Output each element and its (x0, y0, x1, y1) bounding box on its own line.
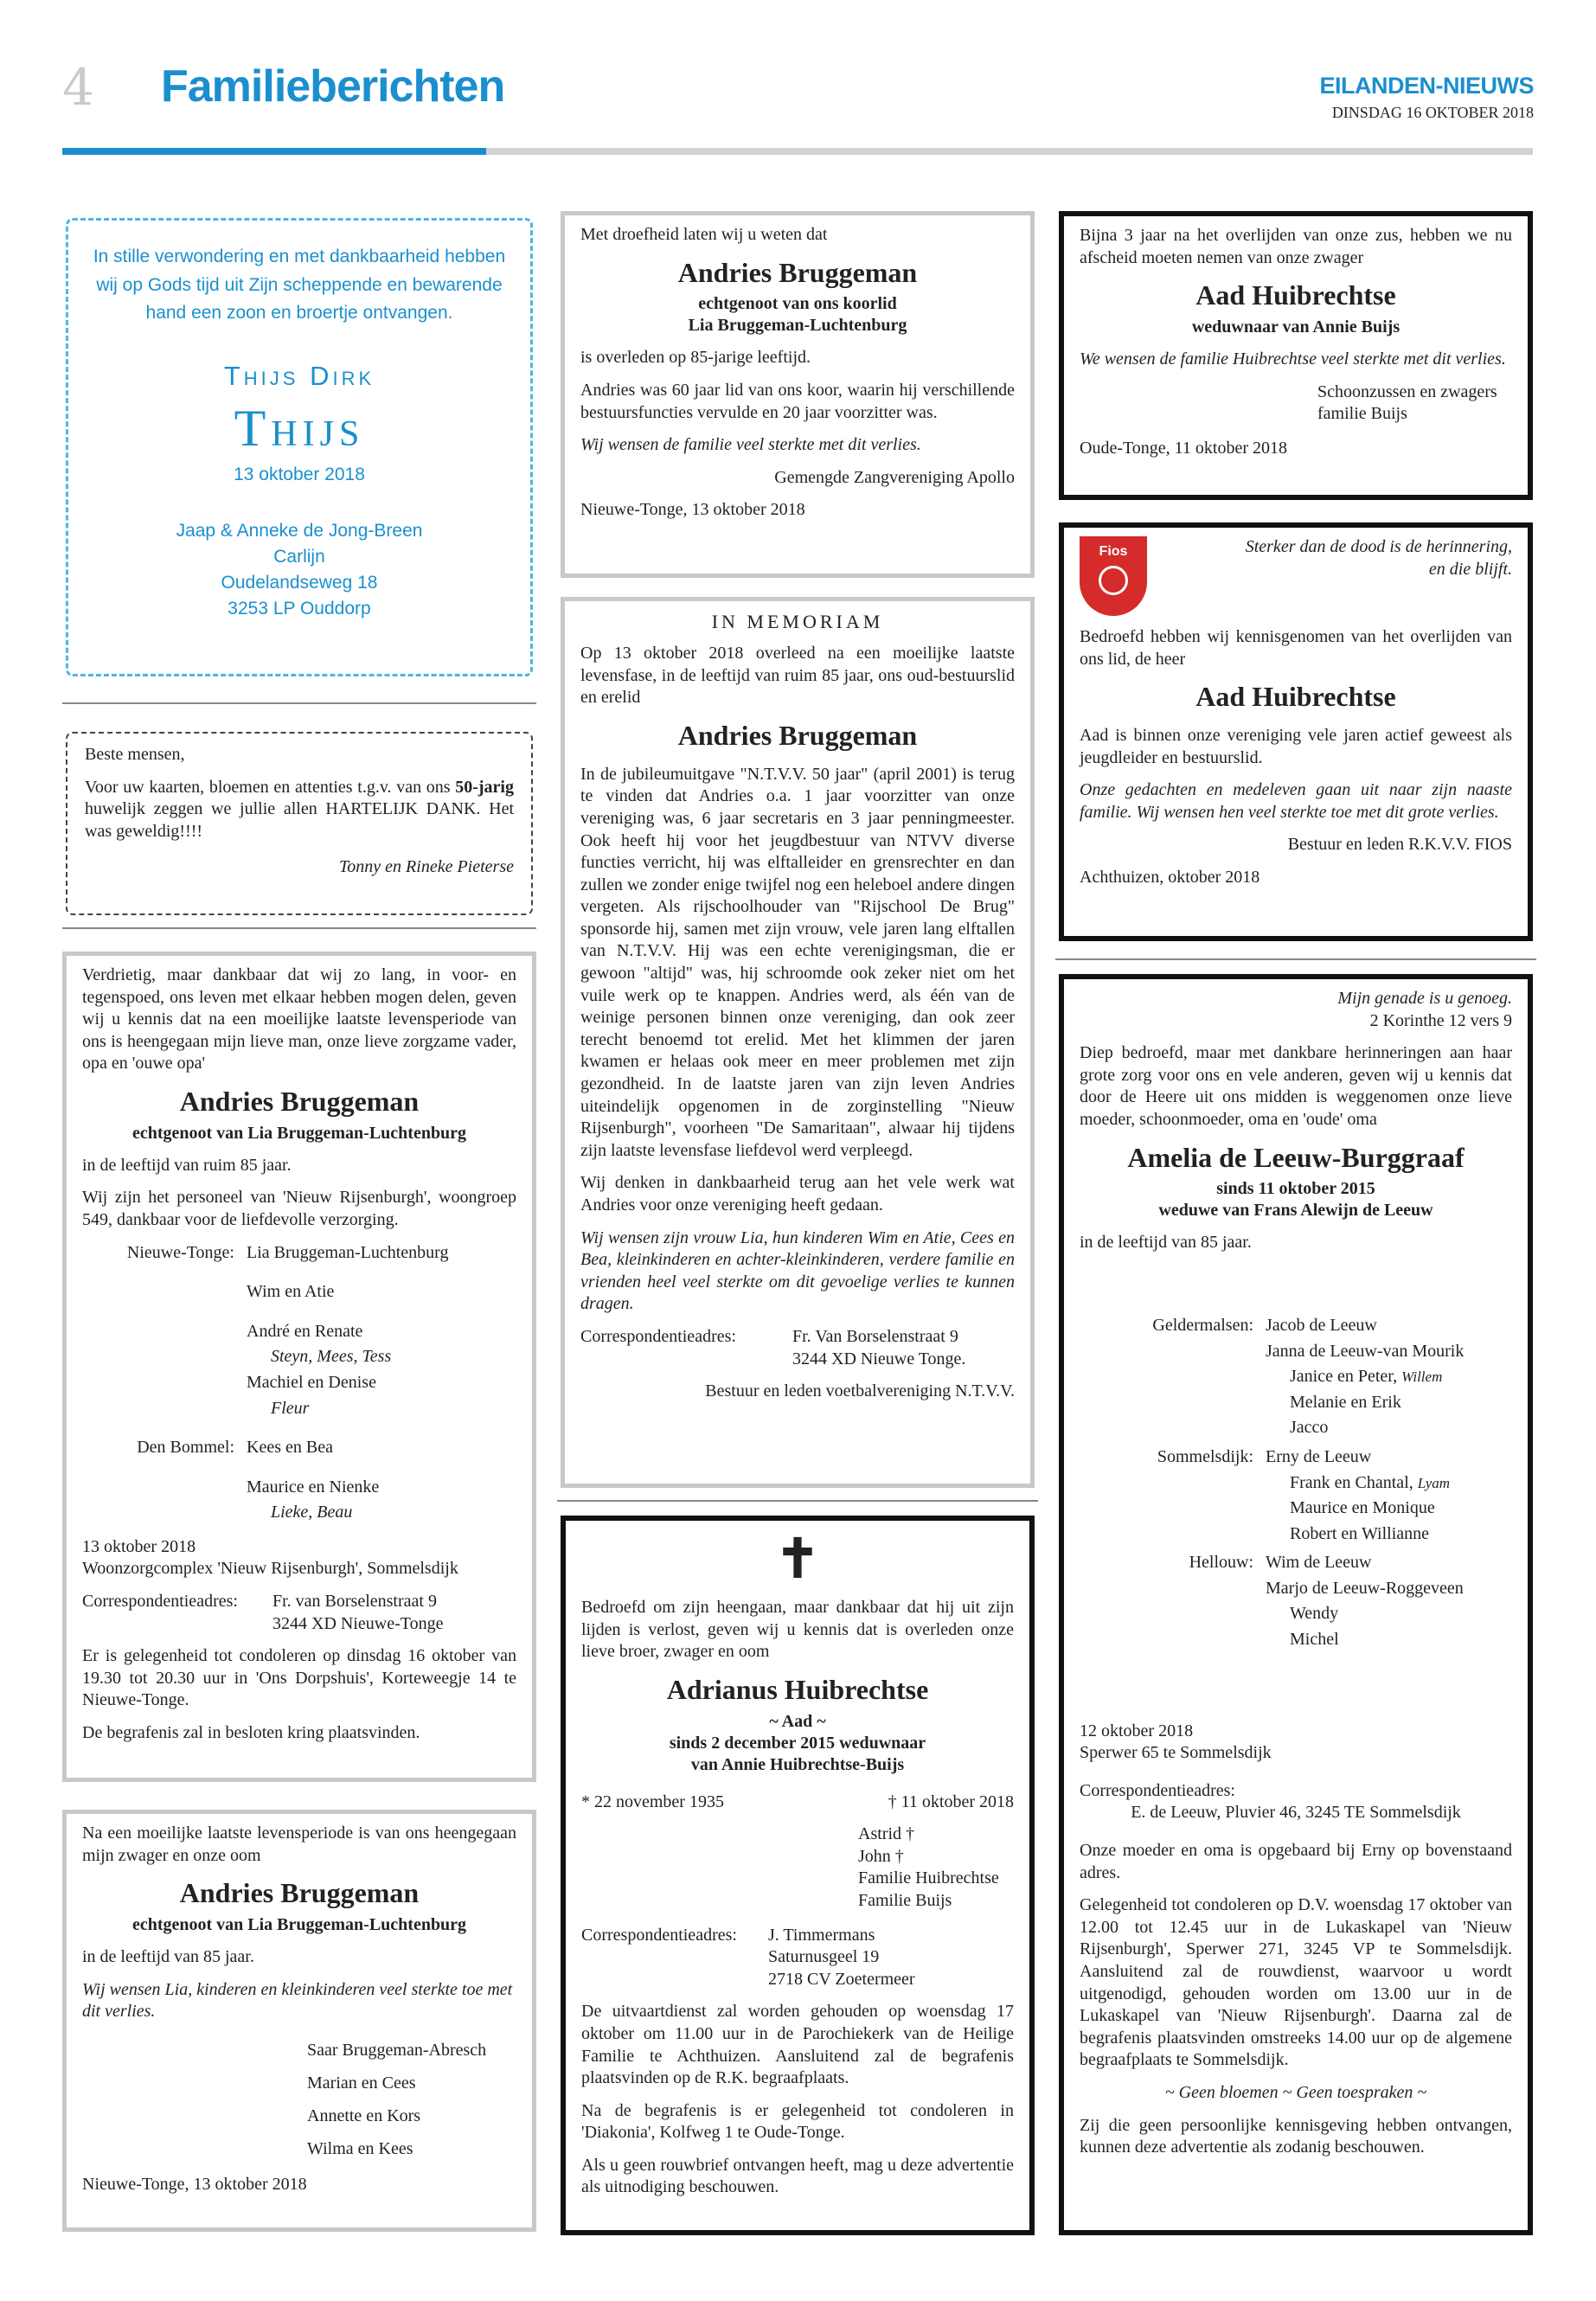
adrianus-details: ~ Aad ~ sinds 2 december 2015 weduwnaar van Annie Huibrechtse-Buijs (669, 1711, 926, 1774)
memoriam-deceased-name: Andries Bruggeman (677, 719, 918, 751)
separator (1055, 958, 1536, 960)
thanks-card (66, 732, 533, 915)
thanks-signature: Tonny en Rineke Pieterse (339, 857, 514, 877)
family-funeral: De begrafenis zal in besloten kring plaatsvinden. (82, 1723, 420, 1743)
memoriam-signature: Bestuur en leden voetbalvereniging N.T.V.V. (705, 1381, 1015, 1401)
memoriam-heading: IN MEMORIAM (711, 611, 884, 632)
amelia-no-flowers: ~ Geen bloemen ~ Geen toespraken ~ (1164, 2082, 1427, 2102)
memoriam-wish: Wij wensen zijn vrouw Lia, hun kinderen Wim en Atie, Cees en Bea, kleinkinderen en achter-kleinkinderen, verdere familie en vrienden heel veel sterkte om dit gevoelige verlies te kunnen dragen. (580, 1227, 1015, 1314)
birth-postal: 3253 LP Ouddorp (228, 598, 371, 619)
separator (62, 702, 536, 704)
adrianus-service: De uitvaartdienst zal worden gehouden op woensdag 17 oktober om 11.00 uur in de Parochiekerk van de Heilige Familie te Achthuizen. Aansluitend zal de begrafenis plaatsvinden op de R.K. begraafplaats. (581, 2002, 1014, 2088)
inlaw-place-date: Nieuwe-Tonge, 13 oktober 2018 (82, 2174, 307, 2194)
choir-member: Andries was 60 jaar lid van ons koor, waarin hij verschillende bestuursfuncties vervulde en 20 jaar voorzitter was. (580, 380, 1015, 422)
adrianus-signatures: Astrid † John † Familie Huibrechtse Familie Buijs (858, 1824, 999, 1910)
birth-announcement (66, 218, 533, 676)
adrianus-notice: Als u geen rouwbrief ontvangen heeft, mag u deze advertentie als uitnodiging beschouwen. (581, 2155, 1014, 2197)
family-location: Woonzorgcomplex 'Nieuw Rijsenburgh', Sommelsdijk (82, 1559, 458, 1579)
club-intro: Bedroefd hebben wij kennisgenomen van het overlijden van ons lid, de heer (1080, 627, 1512, 669)
club-wish: Onze gedachten en medeleven gaan uit naar zijn naaste familie. Wij wensen hen veel sterkte toe met dit grote verlies. (1080, 780, 1512, 822)
birth-intro: In stille verwondering en met dankbaarheid hebben wij op Gods tijd uit Zijn scheppende en bewarende hand een zoon en broertje ontvangen. (93, 247, 506, 324)
birth-first-names: Thijs Dirk (223, 360, 375, 391)
choir-intro: Met droefheid laten wij u weten dat (580, 225, 828, 244)
issue-date: DINSDAG 16 OKTOBER 2018 (1331, 104, 1534, 121)
aad-family-place-date: Oude-Tonge, 11 oktober 2018 (1080, 438, 1288, 458)
inlaw-wish: Wij wensen Lia, kinderen en kleinkinderen veel sterkte toe met dit verlies. (82, 1979, 513, 2022)
bible-verse: Mijn genade is u genoeg. (1337, 989, 1512, 1008)
club-place-date: Achthuizen, oktober 2018 (1080, 867, 1260, 887)
birth-call-name: Thijs (234, 400, 365, 458)
memoriam-notice (561, 597, 1035, 1488)
aad-family-signatures: Schoonzussen en zwagers familie Buijs (1317, 381, 1497, 424)
amelia-corr-label: Correspondentieadres: (1080, 1780, 1235, 1800)
adrianus-born: * 22 november 1935 (581, 1791, 724, 1811)
deceased-spouse: echtgenoot van Lia Bruggeman-Luchtenburg (131, 1123, 467, 1143)
inlaw-death-notice (62, 1810, 536, 2232)
cross-icon: ✝ (775, 1530, 820, 1589)
deceased-name: Andries Bruggeman (179, 1085, 420, 1117)
adrianus-dates (581, 1791, 1014, 1814)
adrianus-correspondence: Correspondentieadres: J. Timmermans Saturnusgeel 19 2718 CV Zoetermeer (581, 1925, 915, 1989)
inlaw-signatures: Saar Bruggeman-Abresch Marian en Cees Annette en Kors Wilma en Kees (307, 2040, 487, 2158)
amelia-age: in de leeftijd van 85 jaar. (1080, 1233, 1252, 1253)
family-death-notice (62, 952, 536, 1782)
adrianus-died: † 11 oktober 2018 (888, 1791, 1014, 1811)
amelia-date: 12 oktober 2018 (1080, 1721, 1194, 1740)
club-body: Aad is binnen onze vereniging vele jaren actief geweest als jeugdleider en bestuurslid. (1080, 725, 1512, 767)
family-date: 13 oktober 2018 (82, 1536, 196, 1556)
amelia-condolence: Gelegenheid tot condoleren op D.V. woensdag 17 oktober van 12.00 tot 12.45 uur in de Lukaskapel van 'Nieuw Rijsenburgh', Sperwer 271, 3245 VP te Sommelsdijk. Aansluitend zal de rouwdienst, waarvoor u wordt uitgenodigd, gehouden worden om 13.00 uur in de Lukaskapel van 'Nieuw Rijsenburgh'. Daarna zal de begrafenis plaatsvinden omstreeks 14.00 uur op de algemene begraafplaats te Sommelsdijk. (1080, 1895, 1512, 2070)
club-signature: Bestuur en leden R.K.V.V. FIOS (1287, 835, 1512, 855)
aad-family-widower: weduwnaar van Annie Buijs (1191, 317, 1401, 336)
aad-club-notice (1059, 522, 1533, 941)
header-rule-accent (62, 148, 486, 155)
family-condolence: Er is gelegenheid tot condoleren op dinsdag 16 oktober van 19.30 tot 20.30 uur in 'Ons Dorpshuis', Korteweegje 14 te Nieuwe-Tonge. (82, 1646, 516, 1710)
inlaw-age: in de leeftijd van 85 jaar. (82, 1946, 254, 1966)
amelia-death-notice (1059, 974, 1533, 2235)
choir-place-date: Nieuwe-Tonge, 13 oktober 2018 (580, 500, 805, 520)
amelia-notice: Zij die geen persoonlijke kennisgeving hebben ontvangen, kunnen deze advertentie als zodanig beschouwen. (1080, 2115, 1512, 2157)
inlaw-deceased-name: Andries Bruggeman (179, 1877, 420, 1909)
amelia-name: Amelia de Leeuw-Burggraaf (1127, 1141, 1465, 1173)
amelia-widow: sinds 11 oktober 2015 weduwe van Frans Alewijn de Leeuw (1158, 1179, 1433, 1221)
amelia-corr-address: E. de Leeuw, Pluvier 46, 3245 TE Sommelsdijk (1131, 1803, 1461, 1823)
club-header (1080, 536, 1512, 616)
thanks-greeting: Beste mensen, (85, 745, 185, 764)
family-list: Nieuwe-Tonge: Lia Bruggeman-Luchtenburg Wim en Atie André en Renate Steyn, Mees, Tess Machiel en Denise Fleur Den Bommel: Kees en Bea Maurice en Nienke Lieke, Beau (126, 1242, 449, 1522)
choir-age: is overleden op 85-jarige leeftijd. (580, 348, 811, 368)
page-number: 4 (62, 58, 94, 117)
football-icon (1099, 566, 1128, 595)
birth-parents: Jaap & Anneke de Jong-Breen (176, 521, 423, 542)
club-deceased-name: Aad Huibrechtse (1195, 681, 1396, 713)
family-correspondence: Correspondentieadres: Fr. van Borselenstraat 9 3244 XD Nieuwe-Tonge (82, 1592, 444, 1633)
adrianus-condolence: Na de begrafenis is er gelegenheid tot condoleren in 'Diakonia', Kolfweg 1 te Oude-Tonge. (581, 2100, 1014, 2143)
newspaper-brand: EILANDEN-NIEUWS (1319, 73, 1534, 99)
memoriam-intro: Op 13 oktober 2018 overleed na een moeilijke laatste levensfase, in de leeftijd van ruim 85 jaar, ons oud-bestuurslid en erelid (580, 644, 1015, 708)
bible-verse-reference: 2 Korinthe 12 vers 9 (1369, 1010, 1512, 1030)
amelia-family-list: Geldermalsen: Jacob de Leeuw Janna de Leeuw-van Mourik Janice en Peter, Willem Melanie en Erik Jacco Sommelsdijk: Erny de Leeuw Frank en Chantal, Lyam Maurice en Monique Robert en Willianne Hellouw: Wim de Leeuw Marjo de Leeuw-Roggeveen Wendy Michel (1152, 1315, 1465, 1650)
choir-wish: Wij wensen de familie veel sterkte met dit verlies. (580, 435, 921, 455)
inlaw-intro: Na een moeilijke laatste levensperiode is van ons heengegaan mijn zwager en onze oom (82, 1823, 516, 1865)
aad-family-wish: We wensen de familie Huibrechtse veel sterkte met dit verlies. (1080, 349, 1506, 369)
section-title: Familieberichten (161, 61, 505, 112)
birth-sibling: Carlijn (273, 547, 325, 567)
separator (62, 927, 536, 929)
memoriam-gratitude: Wij denken in dankbaarheid terug aan het vele werk wat Andries voor onze vereniging heeft gedaan. (580, 1173, 1015, 1215)
aad-family-intro: Bijna 3 jaar na het overlijden van onze zus, hebben we nu afscheid moeten nemen van onze zwager (1080, 226, 1512, 267)
family-intro: Verdrietig, maar dankbaar dat wij zo lang, in voor- en tegenspoed, ons leven met elkaar hebben mogen delen, geven wij u kennis dat na een moeilijke laatste levensperiode van ons is heengegaan mijn lieve man, onze lieve zorgzame vader, opa en 'ouwe opa' (82, 965, 516, 1074)
adrianus-death-notice (561, 1516, 1035, 2235)
birth-street: Oudelandseweg 18 (221, 572, 378, 593)
separator (557, 1500, 1038, 1502)
deceased-age: in de leeftijd van ruim 85 jaar. (82, 1155, 292, 1175)
club-motto: Sterker dan de dood is de herinnering, en die blijft. (1245, 537, 1512, 579)
amelia-location: Sperwer 65 te Sommelsdijk (1080, 1743, 1272, 1763)
birth-date: 13 oktober 2018 (234, 465, 365, 485)
choir-death-notice (561, 211, 1035, 578)
fios-logo: Fios (1080, 536, 1147, 616)
amelia-laid-out: Onze moeder en oma is opgebaard bij Erny op bovenstaand adres. (1080, 1841, 1512, 1882)
adrianus-intro: Bedroefd om zijn heengaan, maar dankbaar dat hij uit zijn lijden is verlost, geven wij u kennis dat is overleden onze lieve broer, zwager en oom (581, 1598, 1014, 1662)
aad-family-notice (1059, 211, 1533, 500)
choir-signature: Gemengde Zangvereniging Apollo (774, 467, 1015, 487)
choir-deceased-spouse: echtgenoot van ons koorlid Lia Bruggeman-Luchtenburg (688, 294, 907, 336)
adrianus-name: Adrianus Huibrechtse (666, 1673, 929, 1705)
memoriam-body: In de jubileumuitgave "N.T.V.V. 50 jaar" (april 2001) is terug te vinden dat Andries o.a. 1 jaar voorzitter van onze vereniging was, 6 jaar secretaris en 3 jaar penningmeester. Ook heeft hij voor het jeugdbestuur van NTVV diverse functies verricht, hij was elftalleider en grensrechter en dan zullen we zonder enige twijfel nog een heleboel andere dingen vergeten. Als rijschoolhouder van "Rijschool De Brug" sponsorde hij, samen met zijn vrouw, vele jaren lang elftallen van N.T.V.V. Hij was een echte verenigingsman, die er gewoon "altijd" was, hij schroomde ook zeker niet om het vuile werk op te knappen. Andries werd, als één van de weinige personen binnen onze vereniging, dan ook zeer terecht benoemd tot erelid. Met het klimmen der jaren kwamen er helaas ook meer en meer problemen met zijn gezondheid. In de laatste jaren van zijn leven Andries uiteindelijk opgenomen in de zorginstelling "Nieuw Rijsenburgh", voorheen "De Samaritaan", alwaar hij tijdens zijn laatste levensfase liefdevol werd verpleegd. (580, 764, 1015, 1160)
choir-deceased-name: Andries Bruggeman (677, 256, 918, 288)
inlaw-deceased-spouse: echtgenoot van Lia Bruggeman-Luchtenburg (131, 1914, 467, 1934)
memoriam-correspondence: Correspondentieadres: Fr. Van Borselenstraat 9 3244 XD Nieuwe Tonge. (580, 1326, 966, 1368)
thanks-text: Voor uw kaarten, bloemen en attenties t.g.v. van ons 50-jarig huwelijk zeggen we jullie allen HARTELIJK DANK. Het was geweldig!!!! (85, 777, 514, 841)
family-thanks-staff: Wij zijn het personeel van 'Nieuw Rijsenburgh', woongroep 549, dankbaar voor de liefdevolle verzorging. (82, 1188, 516, 1229)
amelia-intro: Diep bedroefd, maar met dankbare herinneringen aan haar grote zorg voor ons en vele anderen, geven wij u kennis dat door de Heere uit ons midden is weggenomen onze lieve moeder, schoonmoeder, oma en 'oude' oma (1080, 1043, 1512, 1129)
aad-family-name: Aad Huibrechtse (1195, 279, 1396, 311)
